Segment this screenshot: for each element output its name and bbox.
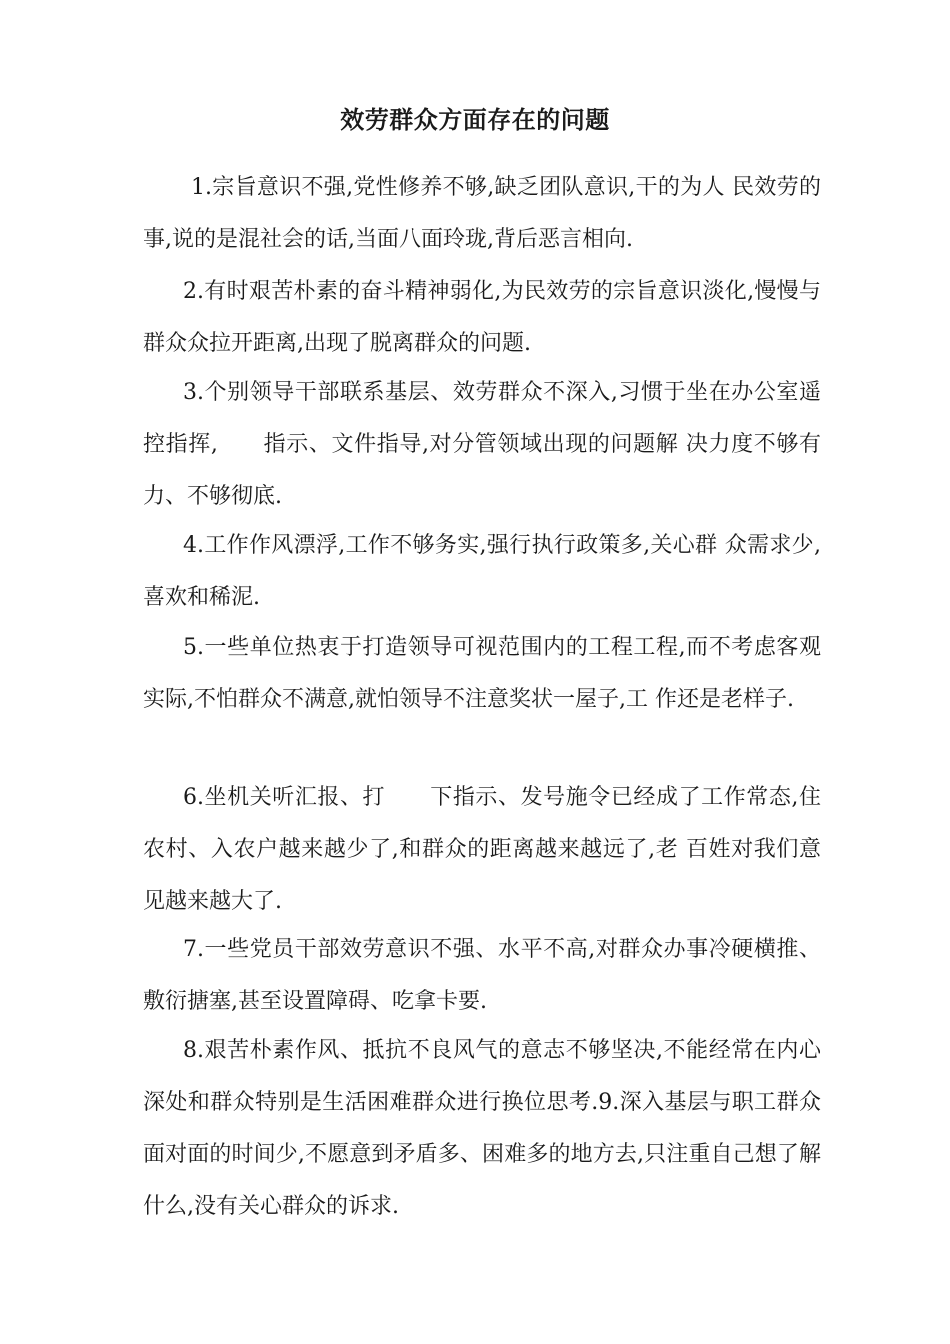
document-title: 效劳群众方面存在的问题 [340, 105, 610, 134]
paragraph-1: 1.宗旨意识不强,党性修养不够,缺乏团队意识,干的为人 民效劳的事,说的是混社会的话,当面八面玲珑,背后恶言相向. [143, 175, 821, 252]
paragraph-2: 2.有时艰苦朴素的奋斗精神弱化,为民效劳的宗旨意识淡化,慢慢与群众众拉开距离,出现了脱离群众的问题. [143, 279, 821, 356]
paragraph-4: 4.工作作风漂浮,工作不够务实,强行执行政策多,关心群 众需求少,喜欢和稀泥. [143, 533, 821, 610]
paragraph-3: 3.个别领导干部联系基层、效劳群众不深入,习惯于坐在办公室遥控指挥, 指示、文件指导,对分管领域出现的问题解 决力度不够有力、不够彻底. [143, 380, 821, 509]
paragraph-5: 5.一些单位热衷于打造领导可视范围内的工程工程,而不考虑客观实际,不怕群众不满意,就怕领导不注意奖状一屋子,工 作还是老样子. [143, 635, 821, 712]
paragraph-6: 6.坐机关听汇报、打 下指示、发号施令已经成了工作常态,住农村、入农户越来越少了,和群众的距离越来越远了,老 百姓对我们意见越来越大了. [143, 785, 821, 914]
paragraph-8: 8.艰苦朴素作风、抵抗不良风气的意志不够坚决,不能经常在内心深处和群众特别是生活困难群众进行换位思考.9.深入基层与职工群众面对面的时间少,不愿意到矛盾多、困难多的地方去,只注重自己想了解什么,没有关心群众的诉求. [143, 1038, 821, 1219]
paragraph-7: 7.一些党员干部效劳意识不强、水平不高,对群众办事冷硬横推、敷衍搪塞,甚至设置障碍、吃拿卡要. [143, 937, 821, 1014]
